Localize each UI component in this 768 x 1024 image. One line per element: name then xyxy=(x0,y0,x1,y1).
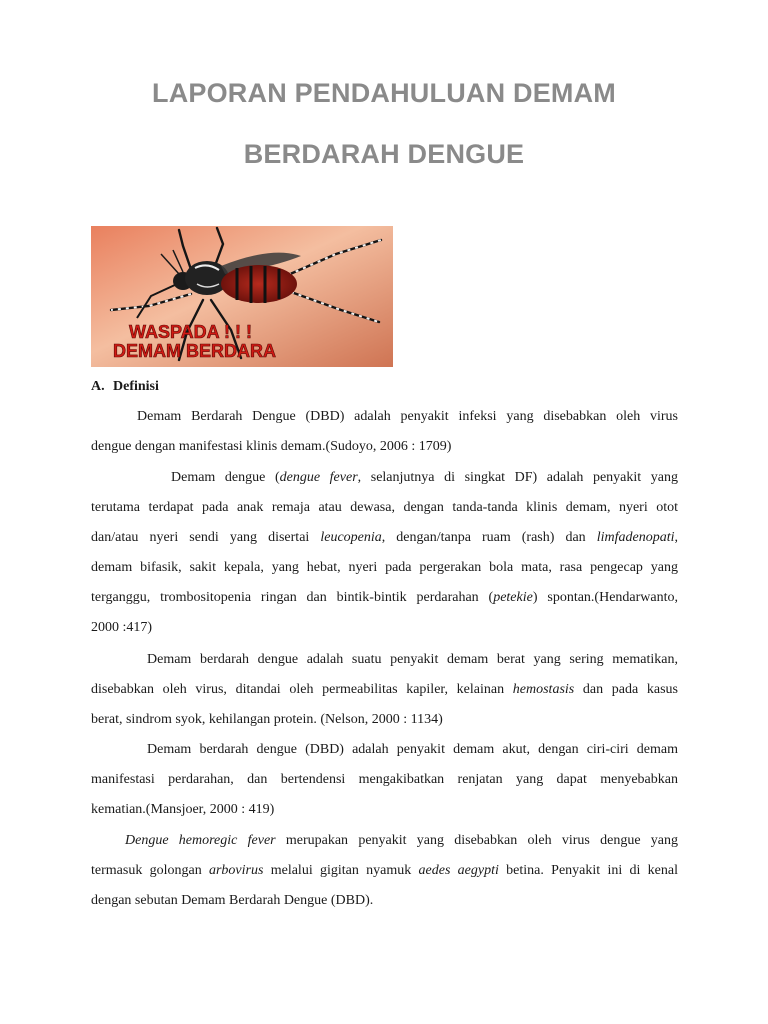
p5-term-arbovirus: arbovirus xyxy=(208,863,264,878)
p5-text: melalui gigitan nyamuk xyxy=(263,863,419,878)
p4-line-2: manifestasi perdarahan, dan bertendensi mengakibatkan renjatan yang dapat menyebabkan xyxy=(91,772,678,787)
banner-warning-line-2: DEMAM BERDARA xyxy=(113,341,276,361)
p1-line-1: Demam Berdarah Dengue (DBD) adalah penyakit infeksi yang disebabkan oleh virus xyxy=(137,409,678,424)
p3-term-hemostasis: hemostasis xyxy=(512,682,575,697)
p2-text: , selanjutnya di singkat DF) adalah penyakit yang xyxy=(357,470,678,485)
p5-text: betina. Penyakit ini di kenal xyxy=(498,863,678,878)
document-title-line-1: LAPORAN PENDAHULUAN DEMAM xyxy=(152,78,616,108)
banner-warning-line-1: WASPADA ! ! ! xyxy=(129,322,252,342)
p2-term-limfadenopati: limfadenopati xyxy=(596,530,675,545)
p2-text: ) spontan.(Hendarwanto, xyxy=(532,590,678,605)
document-title-line-2: BERDARAH DENGUE xyxy=(243,139,525,169)
p2-term-petekie: petekie xyxy=(493,590,533,605)
p2-line-5 xyxy=(91,583,678,613)
p2-text: dan/atau nyeri sendi yang disertai xyxy=(91,530,321,545)
p3-line-2 xyxy=(91,675,678,705)
paragraph-5 xyxy=(91,826,678,916)
p5-term-aedes-aegypti: aedes aegypti xyxy=(418,863,499,878)
p5-line-3: dengan sebutan Demam Berdarah Dengue (DBD). xyxy=(91,893,374,908)
p2-term-leucopenia: leucopenia xyxy=(320,530,382,545)
p5-line-2 xyxy=(91,856,678,886)
p3-text: disebabkan oleh virus, ditandai oleh permeabilitas kapiler, kelainan xyxy=(91,682,513,697)
p1-line-2: dengue dengan manifestasi klinis demam.(Sudoyo, 2006 : 1709) xyxy=(91,439,452,454)
paragraph-2 xyxy=(91,463,678,643)
p2-line-6: 2000 :417) xyxy=(91,620,153,635)
p4-line-1: Demam berdarah dengue (DBD) adalah penyakit demam akut, dengan ciri-ciri demam xyxy=(147,742,678,757)
p2-text: , dengan/tanpa ruam (rash) dan xyxy=(381,530,597,545)
p3-text: dan pada kasus xyxy=(574,682,678,697)
p4-line-3: kematian.(Mansjoer, 2000 : 419) xyxy=(91,802,275,817)
p2-line-4: demam bifasik, sakit kepala, yang hebat, nyeri pada pergerakan bola mata, rasa pengecap yang xyxy=(91,560,678,575)
section-title: Definisi xyxy=(113,379,159,394)
p2-text: , xyxy=(674,530,678,545)
p2-line-2: terutama terdapat pada anak remaja atau dewasa, dengan tanda-tanda klinis demam, nyeri otot xyxy=(91,500,678,515)
p3-line-1: Demam berdarah dengue adalah suatu penyakit demam berat yang sering mematikan, xyxy=(147,652,678,667)
p3-line-3: berat, sindrom syok, kehilangan protein. (Nelson, 2000 : 1134) xyxy=(91,712,443,727)
p5-text: merupakan penyakit yang disebabkan oleh virus dengue yang xyxy=(275,833,678,848)
section-number: A. xyxy=(91,379,105,394)
section-heading xyxy=(91,379,159,395)
p5-text: termasuk golongan xyxy=(91,863,209,878)
p2-text: Demam dengue ( xyxy=(171,470,280,485)
mosquito-warning-banner xyxy=(91,226,393,367)
p2-term-dengue-fever: dengue fever xyxy=(279,470,358,485)
p2-line-3 xyxy=(91,523,678,553)
p5-line-1 xyxy=(91,826,678,856)
p5-term-dengue-hemoregic-fever: Dengue hemoregic fever xyxy=(125,833,276,848)
paragraph-3 xyxy=(91,645,678,735)
p2-text: terganggu, trombositopenia ringan dan bintik-bintik perdarahan ( xyxy=(91,590,494,605)
paragraph-4 xyxy=(91,735,678,825)
p2-line-1 xyxy=(91,463,678,493)
paragraph-1 xyxy=(91,402,678,462)
